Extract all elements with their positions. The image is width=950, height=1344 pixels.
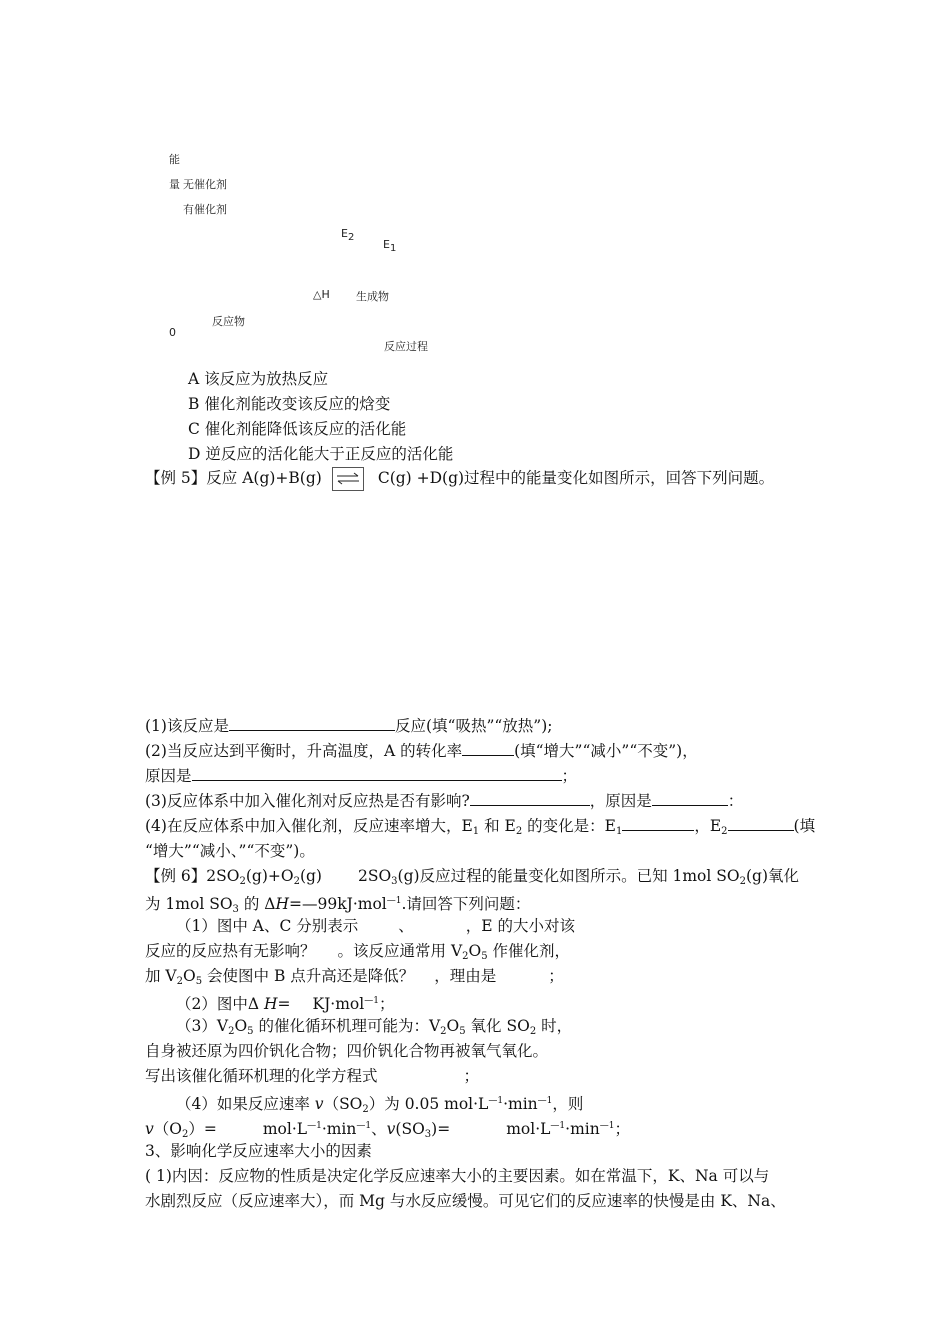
figure-e2-label: E2	[341, 227, 355, 243]
example5-q4: (4)在反应体系中加入催化剂，反应速率增大，$E_1$ 和 $E_2$ 的变化是：$E_1$ ，$E_2$ (填	[145, 817, 816, 837]
example5-q3: (3)反应体系中加入催化剂对反应热是否有影响? ，原因是 ：	[145, 792, 744, 810]
example6-p5: $v(O_2)= mol\cdot L^{—1}\cdot\min^{—1}$、$v(SO_3)= mol\cdot L^{—1}\cdot\min^{—1}$；	[145, 1120, 630, 1140]
figure-origin-label: 0	[169, 326, 176, 339]
figure-delta-h-label: △H	[313, 288, 330, 301]
example6-line1: 【例 6】$2SO_2(g)+O_2(g)$ $2SO_3(g)$反应过程的能量变化如图所示。已知 1mol $SO_2(g)$氧化	[145, 867, 799, 887]
option-b: B 催化剂能改变该反应的焓变	[188, 395, 391, 413]
figure-legend-catalyzed: 有催化剂	[183, 203, 227, 216]
answer-blank[interactable]	[728, 816, 794, 831]
section3-para-line2: 水剧烈反应（反应速率大），而 Mg 与水反应缓慢。可见它们的反应速率的快慢是由 K、Na、	[145, 1192, 786, 1210]
example6-p1-line2: 反应的反应热有无影响？ 。该反应通常用 $V_2O_5$ 作催化剂，	[145, 942, 571, 962]
option-d: D 逆反应的活化能大于正反应的活化能	[188, 445, 454, 463]
example5-q2-reason: 原因是 ；	[145, 767, 578, 785]
answer-blank[interactable]	[229, 716, 395, 731]
example6-p1-line3: 加 $V_2O_5$ 会使图中 B 点升高还是降低？ ，理由是 ；	[145, 967, 564, 987]
figure-legend-uncatalyzed: 无催化剂	[183, 178, 227, 191]
example5-q1: (1)该反应是 反应(填“吸热”“放热”);	[145, 717, 553, 735]
figure-products-label: 生成物	[356, 290, 389, 303]
answer-blank[interactable]	[470, 791, 590, 806]
figure-y-label-1: 能	[169, 153, 180, 166]
answer-blank[interactable]	[622, 816, 694, 831]
figure-x-axis-label: 反应过程	[384, 340, 428, 353]
example6-p3-line2: 自身被还原为四价钒化合物；四价钒化合物再被氧气氧化。	[145, 1042, 549, 1060]
option-c: C 催化剂能降低该反应的活化能	[188, 420, 407, 438]
example5-q4-cont: “增大”“减小、”“不变”)。	[145, 842, 315, 860]
example6-p3-line1: $(3)V_2O_5$ 的催化循环机理可能为：$V_2O_5$ 氧化 $SO_2$ 时，	[176, 1017, 573, 1037]
example6-line2: 为 1mol $SO_3$ 的 ΔH=—99kJ·mol$^{—1}$.请回答下列问题：	[145, 895, 531, 915]
answer-blank[interactable]	[652, 791, 728, 806]
example6-p1-line1: （1）图中 A、C 分别表示 、 ，E 的大小对该	[176, 917, 576, 935]
reversible-arrow-icon	[332, 467, 364, 491]
option-a: A 该反应为放热反应	[188, 370, 329, 388]
section3-title: 3、影响化学反应速率大小的因素	[145, 1142, 372, 1160]
example5-q2: (2)当反应达到平衡时，升高温度，A 的转化率 (填“增大”“减小”“不变”)，	[145, 742, 698, 760]
example6-p2: （2）图中Δ H= KJ·mol$^{—1}$；	[176, 995, 395, 1013]
example6-p3-line3: 写出该催化循环机理的化学方程式 ；	[145, 1067, 480, 1085]
answer-blank[interactable]	[462, 741, 514, 756]
example5-heading: 【例 5】反应 A(g)+B(g) C(g) +D(g)过程中的能量变化如图所示，回答下列问题。	[145, 466, 774, 491]
answer-blank[interactable]	[192, 766, 562, 781]
example6-p4: （4）如果反应速率 $v(SO_2)$为 0.05 $mol\cdot L^{—1}\cdot\min^{—1}$，则	[176, 1095, 584, 1115]
figure-e1-label: E1	[383, 238, 397, 254]
section3-para-line1: ( 1)内因：反应物的性质是决定化学反应速率大小的主要因素。如在常温下，K、Na 可以与	[145, 1167, 770, 1185]
figure-reactants-label: 反应物	[212, 315, 245, 328]
figure-y-label-2: 量	[169, 178, 180, 191]
